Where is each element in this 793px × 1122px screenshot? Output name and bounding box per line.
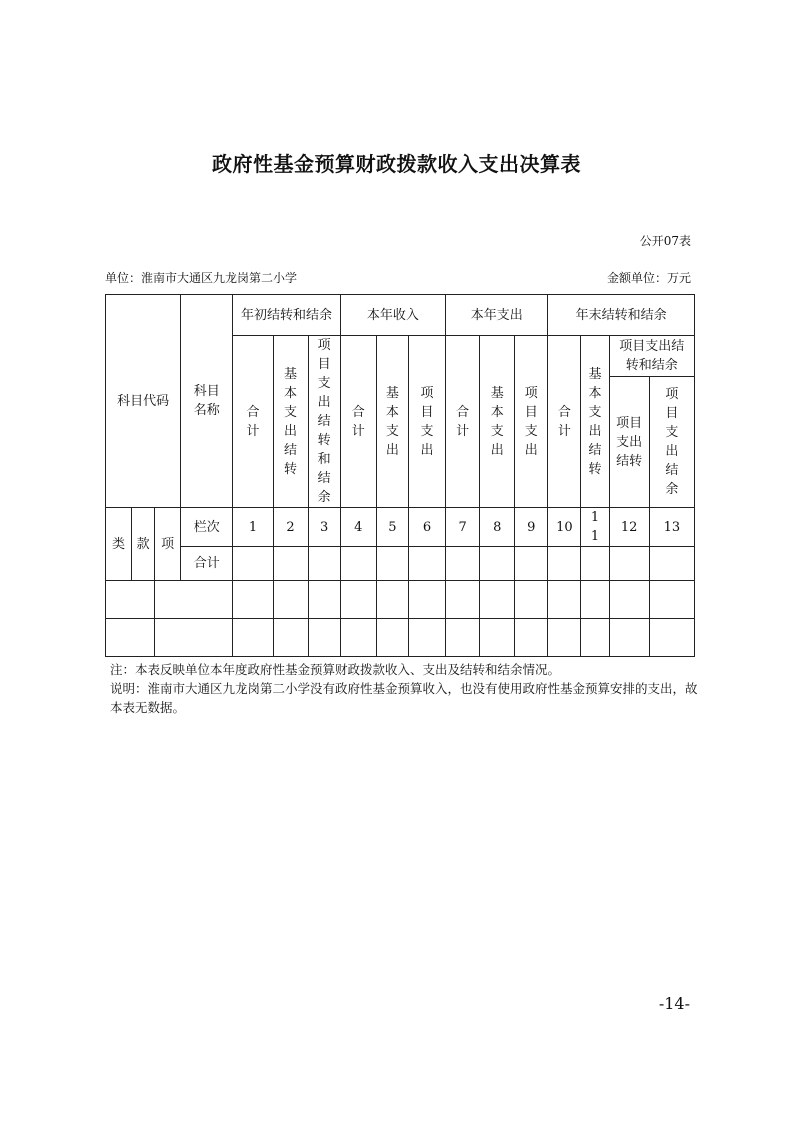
table-cell	[548, 619, 581, 657]
table-cell	[106, 619, 155, 657]
page-number: -14-	[658, 994, 690, 1013]
beginning-project-header: 项目支出结转和结余	[308, 336, 340, 508]
table-cell	[609, 619, 649, 657]
table-cell	[609, 581, 649, 619]
table-cell	[515, 547, 548, 581]
expense-basic-header: 基本支出	[480, 336, 515, 508]
table-cell	[446, 547, 480, 581]
column-number: 7	[446, 508, 480, 547]
table-cell	[446, 581, 480, 619]
table-cell	[340, 619, 376, 657]
row-total-label: 合计	[181, 547, 233, 581]
money-unit: 金额单位：万元	[606, 271, 691, 285]
page-title: 政府性基金预算财政拨款收入支出决算表	[212, 152, 581, 176]
subject-code-header: 科目代码	[106, 295, 181, 508]
ending-balance-header: 年末结转和结余	[548, 295, 695, 336]
table-cell	[649, 581, 694, 619]
ending-project-header: 项目支出结转和结余	[609, 336, 694, 377]
beginning-balance-header: 年初结转和结余	[233, 295, 340, 336]
column-number: 4	[340, 508, 376, 547]
table-cell	[308, 581, 340, 619]
column-number: 12	[609, 508, 649, 547]
income-basic-header: 基本支出	[376, 336, 408, 508]
note-line: 注：本表反映单位本年度政府性基金预算财政拨款收入、支出及结转和结余情况。	[110, 662, 561, 677]
category-class-header: 类	[106, 508, 132, 581]
table-cell	[515, 619, 548, 657]
form-number: 公开07表	[639, 234, 691, 248]
table-cell	[376, 619, 408, 657]
table-cell	[273, 619, 308, 657]
column-number: 5	[376, 508, 408, 547]
column-number: 9	[515, 508, 548, 547]
table-cell	[515, 581, 548, 619]
table-cell	[308, 619, 340, 657]
column-number: 2	[273, 508, 308, 547]
table-row	[106, 581, 695, 619]
table-cell	[408, 619, 445, 657]
table-cell	[480, 547, 515, 581]
expense-project-header: 项目支出	[515, 336, 548, 508]
table-cell	[308, 547, 340, 581]
table-cell	[581, 547, 609, 581]
table-cell	[273, 547, 308, 581]
beginning-total-header: 合计	[233, 336, 273, 508]
table-cell	[233, 619, 273, 657]
table-cell	[233, 581, 273, 619]
table-cell	[408, 547, 445, 581]
subject-name-header: 科目名称	[181, 295, 233, 508]
table-cell	[340, 547, 376, 581]
row-number-label: 栏次	[181, 508, 233, 547]
table-cell	[155, 581, 233, 619]
current-expense-header: 本年支出	[446, 295, 548, 336]
category-item-header: 款	[132, 508, 155, 581]
table-cell	[649, 547, 694, 581]
table-cell	[649, 619, 694, 657]
table-cell	[609, 547, 649, 581]
table-notes	[110, 660, 700, 717]
budget-table	[105, 294, 695, 657]
current-income-header: 本年收入	[340, 295, 445, 336]
table-cell	[273, 581, 308, 619]
table-cell	[581, 619, 609, 657]
expense-total-header: 合计	[446, 336, 480, 508]
ending-basic-header: 基本支出结转	[581, 336, 609, 508]
table-cell	[106, 581, 155, 619]
table-cell	[376, 547, 408, 581]
table-cell	[408, 581, 445, 619]
table-cell	[340, 581, 376, 619]
table-row	[106, 619, 695, 657]
reporting-unit: 单位：淮南市大通区九龙岗第二小学	[105, 271, 298, 285]
ending-total-header: 合计	[548, 336, 581, 508]
table-cell	[480, 581, 515, 619]
column-number: 1	[233, 508, 273, 547]
table-cell	[548, 547, 581, 581]
column-number: 10	[548, 508, 581, 547]
explanation-line: 说明：淮南市大通区九龙岗第二小学没有政府性基金预算收入，也没有使用政府性基金预算安排的支出，故本表无数据。	[110, 681, 698, 715]
column-number: 6	[408, 508, 445, 547]
table-cell	[376, 581, 408, 619]
table-cell	[233, 547, 273, 581]
income-total-header: 合计	[340, 336, 376, 508]
income-project-header: 项目支出	[408, 336, 445, 508]
table-cell	[548, 581, 581, 619]
column-number: 8	[480, 508, 515, 547]
ending-project-surplus-header: 项目支出结余	[649, 377, 694, 508]
column-number: 1 1	[581, 508, 609, 547]
table-cell	[446, 619, 480, 657]
column-number: 3	[308, 508, 340, 547]
table-cell	[480, 619, 515, 657]
table-cell	[581, 581, 609, 619]
table-cell	[155, 619, 233, 657]
beginning-basic-header: 基本支出结转	[273, 336, 308, 508]
column-number: 13	[649, 508, 694, 547]
category-sub-header: 项	[155, 508, 181, 581]
ending-project-carry-header: 项目支出结转	[609, 377, 649, 508]
